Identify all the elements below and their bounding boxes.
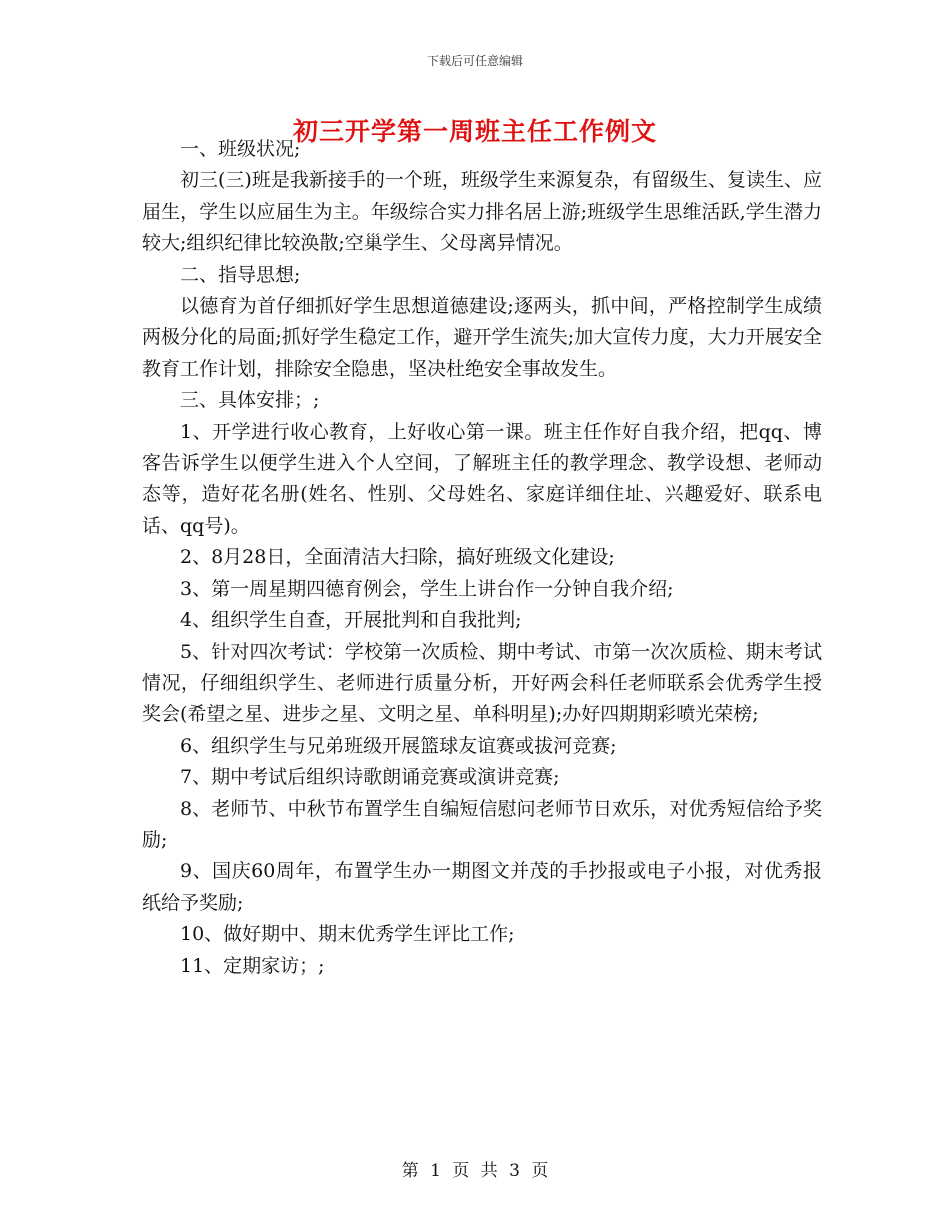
- list-item-4: 4、组织学生自查，开展批判和自我批判;: [180, 609, 522, 632]
- list-item-9: 9、国庆60周年，布置学生办一期图文并茂的手抄报或电子小报，对优秀报纸给予奖励;: [142, 860, 822, 914]
- list-item-8: 8、老师节、中秋节布置学生自编短信慰问老师节日欢乐，对优秀短信给予奖励;: [142, 797, 822, 851]
- document-body: [142, 134, 822, 982]
- list-item-1: 1、开学进行收心教育，上好收心第一课。班主任作好自我介绍，把qq、博客告诉学生以便学生进入个人空间，了解班主任的教学理念、教学设想、老师动态等，造好花名册(姓名、性别、父母姓名、家庭详细住址、兴趣爱好、联系电话、qq号)。: [142, 420, 822, 537]
- list-item-11: 11、定期家访；;: [180, 954, 325, 977]
- list-item-6: 6、组织学生与兄弟班级开展篮球友谊赛或拔河竞赛;: [180, 734, 617, 757]
- page-footer: 第 1 页 共 3 页: [401, 1161, 549, 1181]
- section-heading-class-status: 一、班级状况;: [180, 138, 301, 160]
- document-title: 初三开学第一周班主任工作例文: [292, 117, 657, 146]
- section-heading-guiding-idea: 二、指导思想;: [180, 263, 301, 286]
- list-item-3: 3、第一周星期四德育例会，学生上讲台作一分钟自我介绍;: [180, 577, 674, 600]
- list-item-5: 5、针对四次考试：学校第一次质检、期中考试、市第一次次质检、期末考试情况，仔细组织学生、老师进行质量分析，开好两会科任老师联系会优秀学生授奖会(希望之星、进步之星、文明之星、单科明星);办好四期期彩喷光荣榜;: [142, 640, 822, 726]
- list-item-10: 10、做好期中、期末优秀学生评比工作;: [180, 923, 515, 946]
- section-heading-arrangements: 三、具体安排；;: [180, 389, 320, 412]
- paragraph-class-status: 初三(三)班是我新接手的一个班，班级学生来源复杂，有留级生、复读生、应届生，学生以应届生为主。年级综合实力排名居上游;班级学生思维活跃,学生潜力较大;组织纪律比较涣散;空巢学生、父母离异情况。: [142, 169, 822, 255]
- list-item-2: 2、8月28日，全面清洁大扫除，搞好班级文化建设;: [180, 546, 615, 569]
- list-item-7: 7、期中考试后组织诗歌朗诵竞赛或演讲竞赛;: [180, 766, 560, 789]
- paragraph-guiding-idea: 以德育为首仔细抓好学生思想道德建设;逐两头，抓中间，严格控制学生成绩两极分化的局面;抓好学生稳定工作，避开学生流失;加大宣传力度，大力开展安全教育工作计划，排除安全隐患，坚决杜绝安全事故发生。: [142, 295, 822, 380]
- page-header-note: 下载后可任意编辑: [426, 54, 523, 68]
